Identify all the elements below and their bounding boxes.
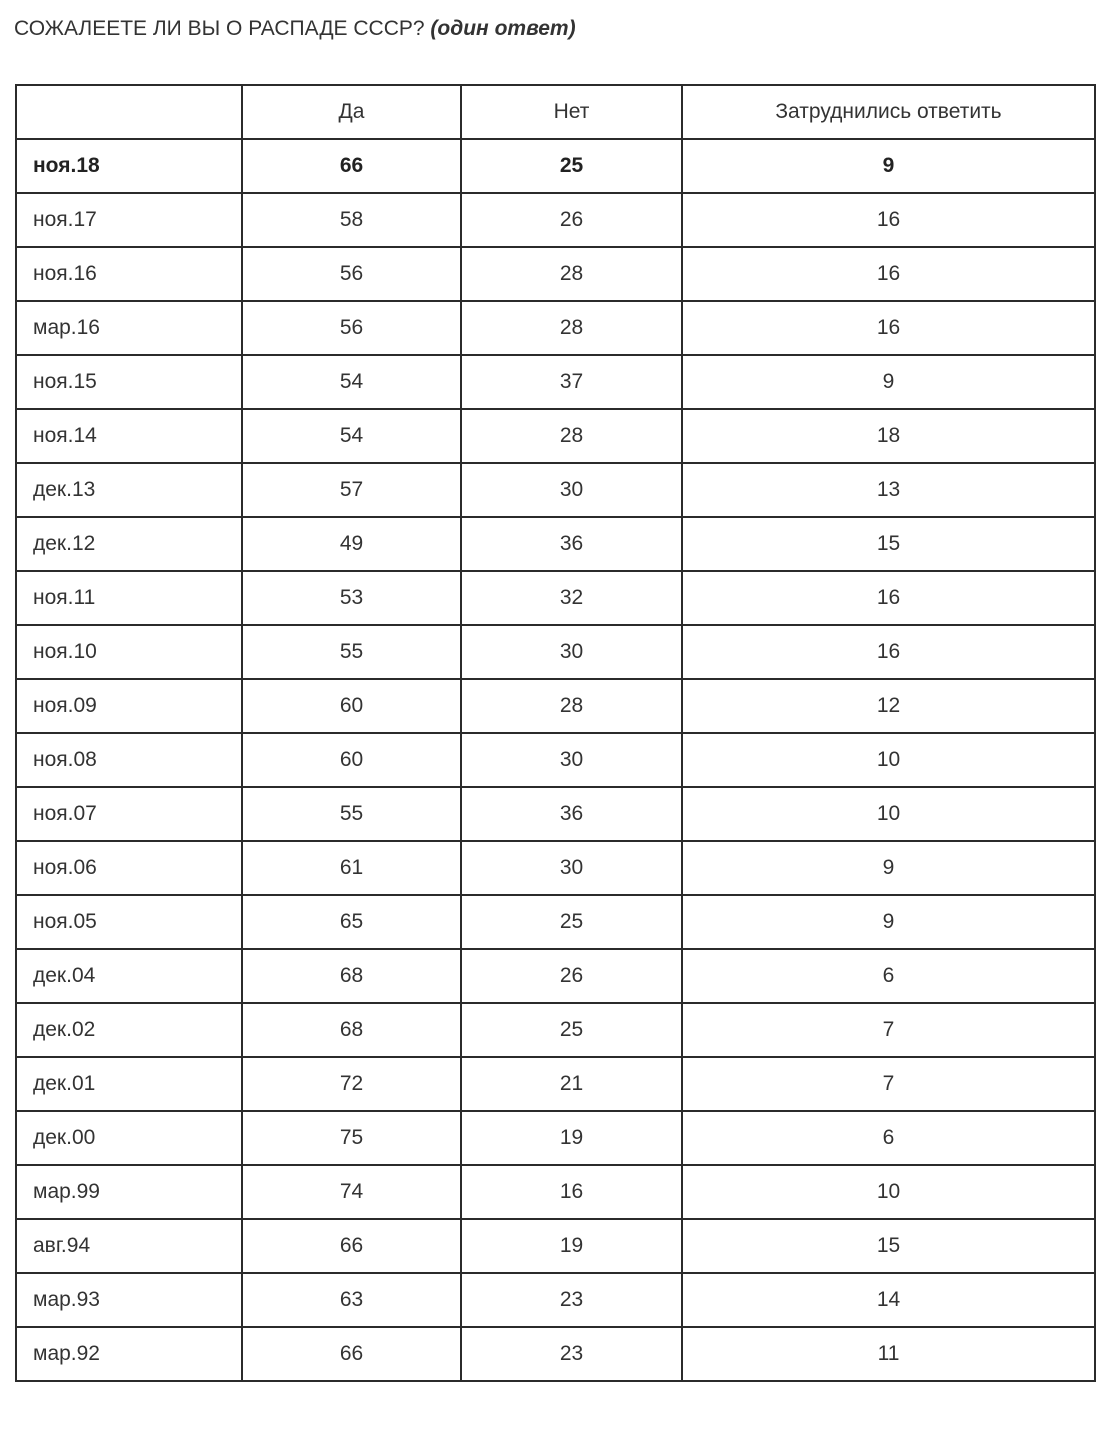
cell-no: 30 — [461, 733, 682, 787]
cell-no: 30 — [461, 625, 682, 679]
cell-unsure: 14 — [682, 1273, 1095, 1327]
cell-unsure: 16 — [682, 625, 1095, 679]
cell-no: 36 — [461, 787, 682, 841]
cell-date: ноя.10 — [16, 625, 242, 679]
table-row — [16, 1327, 1095, 1381]
cell-no: 25 — [461, 895, 682, 949]
table-row — [16, 949, 1095, 1003]
cell-no: 21 — [461, 1057, 682, 1111]
cell-yes: 61 — [242, 841, 461, 895]
cell-unsure: 18 — [682, 409, 1095, 463]
cell-no: 23 — [461, 1273, 682, 1327]
cell-unsure: 6 — [682, 1111, 1095, 1165]
cell-unsure: 16 — [682, 193, 1095, 247]
cell-yes: 65 — [242, 895, 461, 949]
cell-unsure: 16 — [682, 301, 1095, 355]
question-text: СОЖАЛЕЕТЕ ЛИ ВЫ О РАСПАДЕ СССР? — [14, 17, 425, 40]
cell-yes: 49 — [242, 517, 461, 571]
cell-yes: 54 — [242, 409, 461, 463]
cell-no: 36 — [461, 517, 682, 571]
cell-unsure: 15 — [682, 1219, 1095, 1273]
table-row — [16, 1219, 1095, 1273]
cell-yes: 55 — [242, 787, 461, 841]
cell-no: 28 — [461, 301, 682, 355]
cell-yes: 60 — [242, 733, 461, 787]
table-row — [16, 301, 1095, 355]
cell-date: ноя.05 — [16, 895, 242, 949]
cell-yes: 56 — [242, 247, 461, 301]
cell-date: ноя.09 — [16, 679, 242, 733]
cell-date: ноя.06 — [16, 841, 242, 895]
header-yes: Да — [242, 85, 461, 139]
cell-yes: 53 — [242, 571, 461, 625]
header-date — [16, 85, 242, 139]
cell-unsure: 9 — [682, 841, 1095, 895]
table-row — [16, 355, 1095, 409]
cell-unsure: 10 — [682, 733, 1095, 787]
cell-no: 28 — [461, 247, 682, 301]
cell-no: 30 — [461, 463, 682, 517]
cell-date: дек.02 — [16, 1003, 242, 1057]
table-row — [16, 1057, 1095, 1111]
cell-yes: 63 — [242, 1273, 461, 1327]
table-row — [16, 139, 1095, 193]
table-row — [16, 1273, 1095, 1327]
cell-no: 25 — [461, 1003, 682, 1057]
table-row — [16, 895, 1095, 949]
question-title — [14, 14, 576, 44]
cell-yes: 75 — [242, 1111, 461, 1165]
table-row — [16, 247, 1095, 301]
cell-unsure: 11 — [682, 1327, 1095, 1381]
table-row — [16, 1003, 1095, 1057]
cell-unsure: 9 — [682, 139, 1095, 193]
cell-unsure: 9 — [682, 895, 1095, 949]
table-row — [16, 193, 1095, 247]
table-row — [16, 409, 1095, 463]
cell-date: ноя.15 — [16, 355, 242, 409]
survey-table — [15, 84, 1096, 1382]
cell-date: мар.93 — [16, 1273, 242, 1327]
cell-date: дек.04 — [16, 949, 242, 1003]
cell-no: 28 — [461, 679, 682, 733]
table-row — [16, 463, 1095, 517]
cell-yes: 72 — [242, 1057, 461, 1111]
cell-yes: 68 — [242, 1003, 461, 1057]
cell-unsure: 7 — [682, 1003, 1095, 1057]
table-body — [16, 139, 1095, 1381]
header-unsure: Затруднились ответить — [682, 85, 1095, 139]
cell-no: 19 — [461, 1219, 682, 1273]
cell-date: дек.00 — [16, 1111, 242, 1165]
cell-yes: 74 — [242, 1165, 461, 1219]
cell-yes: 60 — [242, 679, 461, 733]
cell-yes: 57 — [242, 463, 461, 517]
cell-date: ноя.11 — [16, 571, 242, 625]
cell-date: ноя.08 — [16, 733, 242, 787]
cell-no: 26 — [461, 193, 682, 247]
cell-no: 37 — [461, 355, 682, 409]
cell-yes: 56 — [242, 301, 461, 355]
cell-yes: 68 — [242, 949, 461, 1003]
cell-yes: 66 — [242, 139, 461, 193]
cell-no: 25 — [461, 139, 682, 193]
cell-unsure: 12 — [682, 679, 1095, 733]
cell-no: 32 — [461, 571, 682, 625]
cell-no: 16 — [461, 1165, 682, 1219]
cell-yes: 54 — [242, 355, 461, 409]
cell-unsure: 10 — [682, 787, 1095, 841]
cell-unsure: 13 — [682, 463, 1095, 517]
table-row — [16, 1111, 1095, 1165]
table-row — [16, 625, 1095, 679]
table-row — [16, 679, 1095, 733]
header-no: Нет — [461, 85, 682, 139]
cell-unsure: 10 — [682, 1165, 1095, 1219]
cell-no: 23 — [461, 1327, 682, 1381]
table-row — [16, 787, 1095, 841]
table-row — [16, 733, 1095, 787]
cell-date: авг.94 — [16, 1219, 242, 1273]
cell-date: ноя.16 — [16, 247, 242, 301]
cell-date: мар.92 — [16, 1327, 242, 1381]
cell-no: 19 — [461, 1111, 682, 1165]
cell-unsure: 16 — [682, 571, 1095, 625]
cell-yes: 66 — [242, 1219, 461, 1273]
cell-unsure: 9 — [682, 355, 1095, 409]
cell-date: ноя.07 — [16, 787, 242, 841]
question-note: (один ответ) — [430, 17, 576, 40]
cell-unsure: 15 — [682, 517, 1095, 571]
cell-yes: 66 — [242, 1327, 461, 1381]
cell-yes: 55 — [242, 625, 461, 679]
table-header-row — [16, 85, 1095, 139]
cell-no: 30 — [461, 841, 682, 895]
cell-unsure: 7 — [682, 1057, 1095, 1111]
cell-date: ноя.17 — [16, 193, 242, 247]
cell-date: дек.12 — [16, 517, 242, 571]
cell-no: 28 — [461, 409, 682, 463]
table-row — [16, 841, 1095, 895]
cell-date: дек.13 — [16, 463, 242, 517]
table-row — [16, 571, 1095, 625]
cell-date: дек.01 — [16, 1057, 242, 1111]
cell-date: мар.16 — [16, 301, 242, 355]
cell-date: мар.99 — [16, 1165, 242, 1219]
cell-date: ноя.18 — [16, 139, 242, 193]
cell-unsure: 16 — [682, 247, 1095, 301]
cell-yes: 58 — [242, 193, 461, 247]
table-row — [16, 517, 1095, 571]
cell-unsure: 6 — [682, 949, 1095, 1003]
cell-date: ноя.14 — [16, 409, 242, 463]
cell-no: 26 — [461, 949, 682, 1003]
table-row — [16, 1165, 1095, 1219]
